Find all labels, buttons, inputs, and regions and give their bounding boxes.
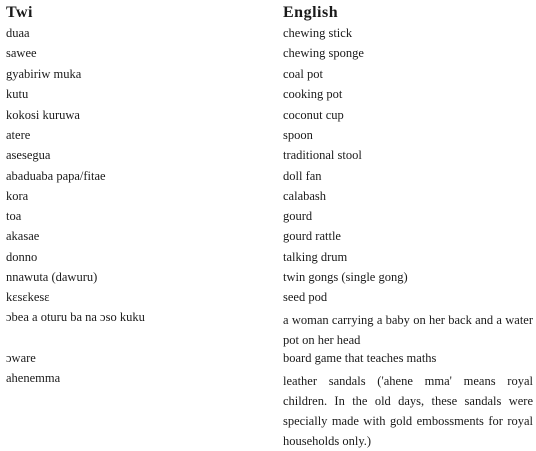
twi-term: duaa (6, 26, 30, 40)
english-translation: leather sandals ('ahene mma' means royal children. In the old days, these sandals were specially made with gold embossments for royal households only.) (283, 374, 533, 448)
twi-term: nnawuta (dawuru) (6, 270, 98, 284)
twi-term: abaduaba papa/fitae (6, 169, 106, 183)
twi-term: kutu (6, 87, 29, 101)
twi-term: ahenemma (6, 371, 61, 385)
english-translation: cooking pot (283, 87, 343, 101)
twi-term: atere (6, 128, 31, 142)
twi-term: akasae (6, 229, 40, 243)
english-translation: talking drum (283, 250, 348, 264)
english-translation: chewing stick (283, 26, 353, 40)
english-translation: a woman carrying a baby on her back and a water pot on her head (283, 313, 533, 347)
twi-term: ɔbea a oturu ba na ɔso kuku (6, 310, 145, 324)
english-translation: gourd (283, 209, 313, 223)
english-translation: traditional stool (283, 148, 362, 162)
english-translation: seed pod (283, 290, 328, 304)
twi-term: sawee (6, 46, 37, 60)
english-translation: chewing sponge (283, 46, 364, 60)
twi-column-header: Twi (6, 4, 33, 21)
twi-term: toa (6, 209, 22, 223)
english-column-header: English (283, 4, 339, 21)
english-translation: gourd rattle (283, 229, 341, 243)
english-translation: calabash (283, 189, 327, 203)
english-translation: coal pot (283, 67, 323, 81)
twi-term: asesegua (6, 148, 51, 162)
english-translation: twin gongs (single gong) (283, 270, 408, 284)
twi-term: ɔware (6, 351, 36, 365)
twi-term: kɛsɛkesɛ (6, 290, 50, 304)
twi-term: kokosi kuruwa (6, 108, 80, 122)
twi-term: donno (6, 250, 38, 264)
twi-term: kora (6, 189, 29, 203)
english-translation: doll fan (283, 169, 322, 183)
english-translation: spoon (283, 128, 313, 142)
twi-term: gyabiriw muka (6, 67, 82, 81)
english-translation: coconut cup (283, 108, 344, 122)
english-translation: board game that teaches maths (283, 351, 437, 365)
